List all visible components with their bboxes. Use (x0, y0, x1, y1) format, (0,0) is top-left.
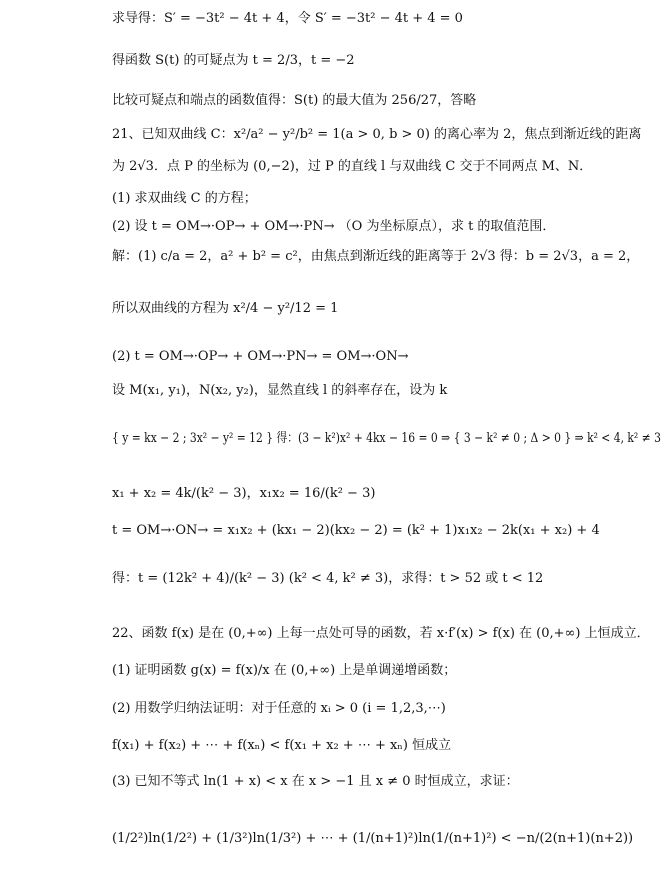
text-line: 22、函数 f(x) 是在 (0,+∞) 上每一点处可导的函数，若 x·f′(x) > f(x) 在 (0,+∞) 上恒成立． (112, 626, 650, 641)
text-line: t = OM→·ON→ = x₁x₂ + (kx₁ − 2)(kx₂ − 2) = (k² + 1)x₁x₂ − 2k(x₁ + x₂) + 4 (112, 523, 600, 538)
text-line: 21、已知双曲线 C：x²/a² − y²/b² = 1(a > 0, b > 0) 的离心率为 2，焦点到渐近线的距离 (112, 127, 642, 142)
text-line: 求导得：S′ = −3t² − 4t + 4，令 S′ = −3t² − 4t + 4 = 0 (112, 11, 463, 26)
text-line: 比较可疑点和端点的函数值得：S(t) 的最大值为 256/27，答略 (112, 93, 477, 108)
text-line: (1/2²)ln(1/2²) + (1/3²)ln(1/3²) + ⋯ + (1/(n+1)²)ln(1/(n+1)²) < −n/(2(n+1)(n+2)) (112, 831, 634, 846)
text-line: 解：(1) c/a = 2，a² + b² = c²，由焦点到渐近线的距离等于 2√3 得：b = 2√3，a = 2， (112, 249, 640, 264)
text-line: (2) 用数学归纳法证明：对于任意的 xᵢ > 0 (i = 1,2,3,⋯) (112, 701, 446, 716)
text-line: x₁ + x₂ = 4k/(k² − 3)，x₁x₂ = 16/(k² − 3) (112, 486, 376, 501)
text-line: { y = kx − 2 ; 3x² − y² = 12 } 得：(3 − k²)x² + 4kx − 16 = 0 ⇒ { 3 − k² ≠ 0 ; Δ > 0 } ⇒ k² < 4, k² ≠ 3 (112, 431, 661, 446)
text-line: (2) t = OM→·OP→ + OM→·PN→ = OM→·ON→ (112, 349, 409, 364)
text-line: (3) 已知不等式 ln(1 + x) < x 在 x > −1 且 x ≠ 0 时恒成立，求证： (112, 774, 519, 789)
text-line: (1) 证明函数 g(x) = f(x)/x 在 (0,+∞) 上是单调递增函数； (112, 663, 457, 678)
text-line: 为 2√3．点 P 的坐标为 (0,−2)，过 P 的直线 l 与双曲线 C 交于不同两点 M、N． (112, 159, 593, 174)
text-line: 得：t = (12k² + 4)/(k² − 3) (k² < 4, k² ≠ 3)，求得：t > 52 或 t < 12 (112, 571, 544, 586)
text-line: 设 M(x₁, y₁)，N(x₂, y₂)，显然直线 l 的斜率存在，设为 k (112, 383, 448, 398)
text-line: 得函数 S(t) 的可疑点为 t = 2/3，t = −2 (112, 53, 355, 68)
text-line: 所以双曲线的方程为 x²/4 − y²/12 = 1 (112, 301, 339, 316)
text-line: (2) 设 t = OM→·OP→ + OM→·PN→ （O 为坐标原点），求 t 的取值范围． (112, 219, 556, 234)
text-line: f(x₁) + f(x₂) + ⋯ + f(xₙ) < f(x₁ + x₂ + ⋯ + xₙ) 恒成立 (112, 738, 452, 753)
text-line: (1) 求双曲线 C 的方程； (112, 191, 257, 206)
